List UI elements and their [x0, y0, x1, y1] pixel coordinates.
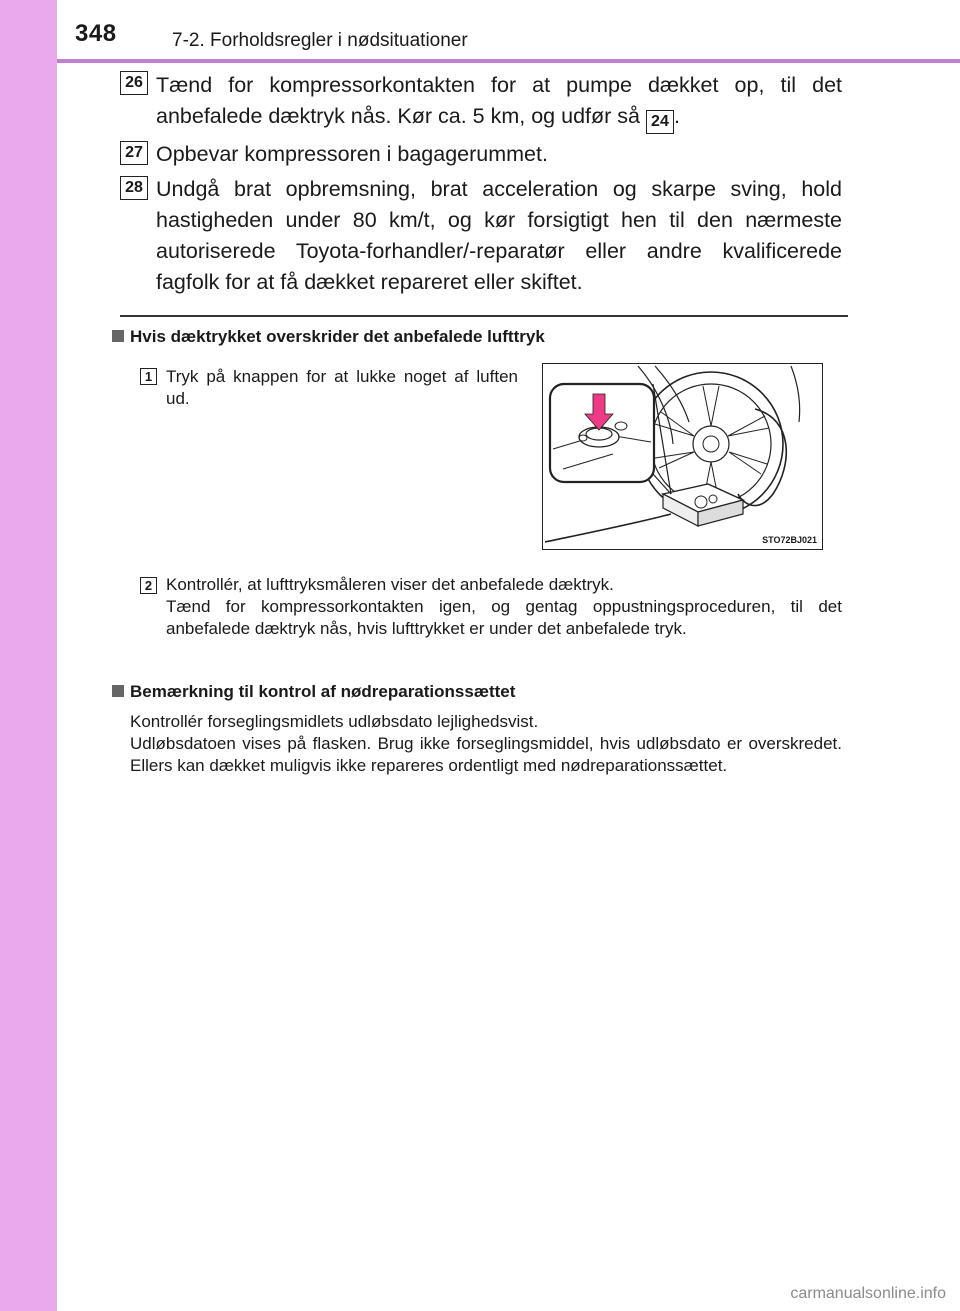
- illustration-code: STO72BJ021: [762, 535, 817, 545]
- step-26-text-part2: .: [673, 104, 680, 128]
- item-1-text: Tryk på knappen for at lukke noget af luften ud.: [166, 367, 518, 408]
- item-2-line2: Tænd for kompressorkontakten igen, og gentag oppustningsproceduren, til det anbefalede dæktryk nås, hvis lufttrykket er under det anbefalede tryk.: [166, 597, 842, 638]
- step-27-text: Opbevar kompressoren i bagagerummet.: [156, 142, 548, 166]
- subsection-heading-text: Hvis dæktrykket overskrider det anbefalede lufttryk: [130, 327, 545, 346]
- step-26-text: [156, 70, 842, 134]
- step-badge-28: 28: [120, 176, 148, 200]
- step-28-text: Undgå brat opbremsning, brat acceleration og skarpe sving, hold hastigheden under 80 km/t, og kør forsigtigt hen til den nærmeste autoriserede Toyota-forhandler/-reparatør eller andre kvalificerede fagfolk for at få dækket repareret eller skiftet.: [156, 177, 842, 294]
- item-2-line1: Kontrollér, at lufttryksmåleren viser det anbefalede dæktryk.: [166, 575, 614, 594]
- step-badge-27: 27: [120, 141, 148, 165]
- subsection-heading-text: Bemærkning til kontrol af nødreparationssættet: [130, 682, 516, 701]
- item-2-text: [166, 574, 842, 640]
- item-badge-1: 1: [140, 368, 157, 385]
- square-bullet-icon: [112, 685, 124, 697]
- step-badge-26: 26: [120, 71, 148, 95]
- item-badge-2: 2: [140, 577, 157, 594]
- page-side-band: [0, 0, 57, 1311]
- kit-check-line2: Udløbsdatoen vises på flasken. Brug ikke forseglingsmiddel, hvis udløbsdato er overskredet. Ellers kan dækket muligvis ikke repareres ordentligt med nødreparationssættet.: [130, 734, 842, 775]
- section-divider: [120, 315, 848, 317]
- header-divider: [57, 59, 960, 63]
- wheel-compressor-drawing: [543, 364, 822, 549]
- kit-check-line1: Kontrollér forseglingsmidlets udløbsdato lejlighedsvist.: [130, 712, 539, 731]
- page-number: 348: [75, 20, 117, 47]
- compressor-illustration: [542, 363, 823, 550]
- subsection-heading-overpressure: [112, 327, 545, 347]
- kit-check-text: [130, 711, 842, 777]
- footer-watermark[interactable]: carmanualsonline.info: [790, 1285, 946, 1302]
- step-26-text-part1: Tænd for kompressorkontakten for at pumpe dækket op, til det anbefalede dæktryk nås. Kør ca. 5 km, og udfør så: [156, 73, 842, 128]
- subsection-heading-kit-check: [112, 682, 515, 702]
- square-bullet-icon: [112, 330, 124, 342]
- section-title: 7-2. Forholdsregler i nødsituationer: [172, 30, 468, 51]
- step-ref-badge-24[interactable]: 24: [646, 110, 674, 134]
